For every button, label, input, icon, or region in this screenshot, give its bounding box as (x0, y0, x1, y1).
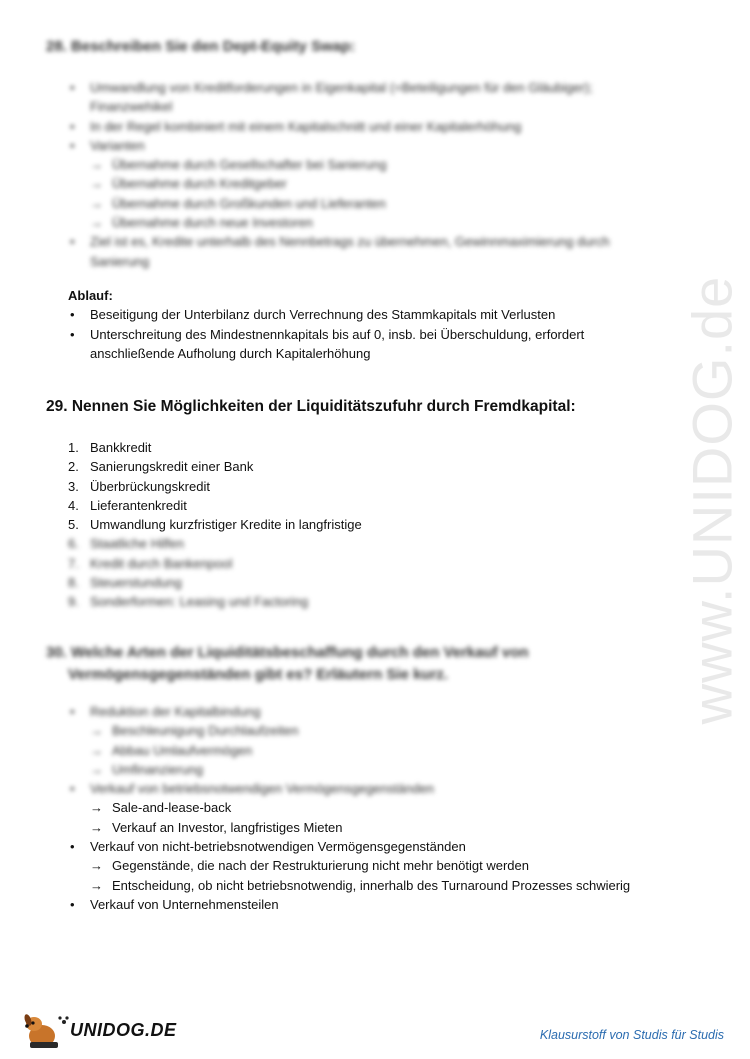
numbered-item: 6. Staatliche Hilfen (68, 536, 184, 552)
numbered-item: 8. Steuerstundung (68, 575, 182, 591)
sub-item: → Sale-and-lease-back (68, 798, 630, 817)
list-item: • Ziel ist es, Kredite unterhalb des Nennbetrags zu übernehmen, Gewinnmaximierung durch (68, 232, 610, 251)
numbered-item: 4. Lieferantenkredit (68, 497, 187, 513)
sub-item: → Verkauf an Investor, langfristiges Mieten (68, 818, 630, 837)
question-30-list (68, 702, 630, 914)
list-item-continuation: Finanzwehikel (90, 99, 173, 115)
numbered-item: 2. Sanierungskredit einer Bank (68, 459, 254, 475)
question-28-heading: 28. Beschreiben Sie den Dept-Equity Swap: (46, 38, 356, 55)
question-30-heading-line-1: 30. Welche Arten der Liquiditätsbeschaffung durch den Verkauf von (46, 644, 529, 661)
arrow-icon: → (90, 157, 103, 173)
list-item-continuation: anschließende Aufholung durch Kapitalerhöhung (90, 345, 371, 361)
numbered-item: 3. Überbrückungskredit (68, 478, 210, 494)
sub-item: → Übernahme durch Kreditgeber (68, 174, 610, 193)
arrow-icon: → (90, 215, 103, 231)
numbered-item: 7. Kredit durch Bankenpool (68, 555, 233, 571)
sub-item: → Gegenstände, die nach der Restrukturierung nicht mehr benötigt werden (68, 856, 630, 875)
question-30-heading-line-2: Vermögensgegenständen gibt es? Erläutern Sie kurz. (68, 666, 449, 683)
question-30-blurred-items (68, 702, 630, 798)
sub-item: → Beschleunigung Durchlaufzeiten (68, 721, 630, 740)
numbered-item: 9. Sonderformen: Leasing und Factoring (68, 594, 309, 610)
list-item: • Verkauf von betriebsnotwendigen Vermögensgegenständen (68, 779, 630, 798)
sub-item: → Entscheidung, ob nicht betriebsnotwendig, innerhalb des Turnaround Prozesses schwierig (68, 876, 630, 895)
arrow-icon: → (90, 761, 103, 777)
sub-item: → Übernahme durch Gesellschafter bei Sanierung (68, 155, 610, 174)
ablauf-section (68, 286, 584, 363)
question-28-blurred-list (68, 78, 610, 271)
question-29-heading: 29. Nennen Sie Möglichkeiten der Liquiditätszufuhr durch Fremdkapital: (46, 398, 576, 415)
numbered-item: 1. Bankkredit (68, 440, 152, 455)
list-item: • Umwandlung von Kreditforderungen in Eigenkapital (=Beteiligungen für den Gläubiger); (68, 78, 610, 97)
sub-item: → Abbau Umlaufvermögen (68, 741, 630, 760)
question-29-blurred-items (68, 534, 362, 611)
dog-icon (20, 1012, 70, 1050)
list-item: • In der Regel kombiniert mit einem Kapitalschnitt und einer Kapitalerhöhung (68, 117, 610, 136)
question-30-heading (46, 642, 529, 686)
arrow-icon: → (90, 800, 103, 816)
numbered-item: 5. Umwandlung kurzfristiger Kredite in langfristige (68, 517, 362, 533)
list-item-continuation: Sanierung (90, 253, 150, 269)
arrow-icon: → (90, 742, 103, 758)
sub-item: → Umfinanzierung (68, 760, 630, 779)
arrow-icon: → (90, 819, 103, 835)
watermark: www.UNIDOG.de (680, 275, 744, 725)
sub-item: → Übernahme durch Großkunden und Lieferanten (68, 194, 610, 213)
logo-text: UNIDOG.DE (70, 1020, 177, 1040)
question-29-list (68, 438, 362, 612)
arrow-icon: → (90, 858, 103, 874)
list-item: • Verkauf von Unternehmensteilen (68, 895, 630, 914)
list-item: • Reduktion der Kapitalbindung (68, 702, 630, 721)
ablauf-label: Ablauf: (68, 288, 113, 303)
list-item: • Varianten (68, 136, 610, 155)
list-item: • Unterschreitung des Mindestnennkapitals bis auf 0, insb. bei Überschuldung, erfordert (68, 325, 584, 344)
list-item: • Beseitigung der Unterbilanz durch Verrechnung des Stammkapitals mit Verlusten (68, 305, 584, 324)
unidog-logo (20, 1012, 180, 1050)
arrow-icon: → (90, 877, 103, 893)
list-item: • Verkauf von nicht-betriebsnotwendigen Vermögensgegenständen (68, 837, 630, 856)
sub-item: → Übernahme durch neue Investoren (68, 213, 610, 232)
arrow-icon: → (90, 176, 103, 192)
arrow-icon: → (90, 723, 103, 739)
footer-tagline: Klausurstoff von Studis für Studis (539, 1028, 724, 1042)
arrow-icon: → (90, 195, 103, 211)
